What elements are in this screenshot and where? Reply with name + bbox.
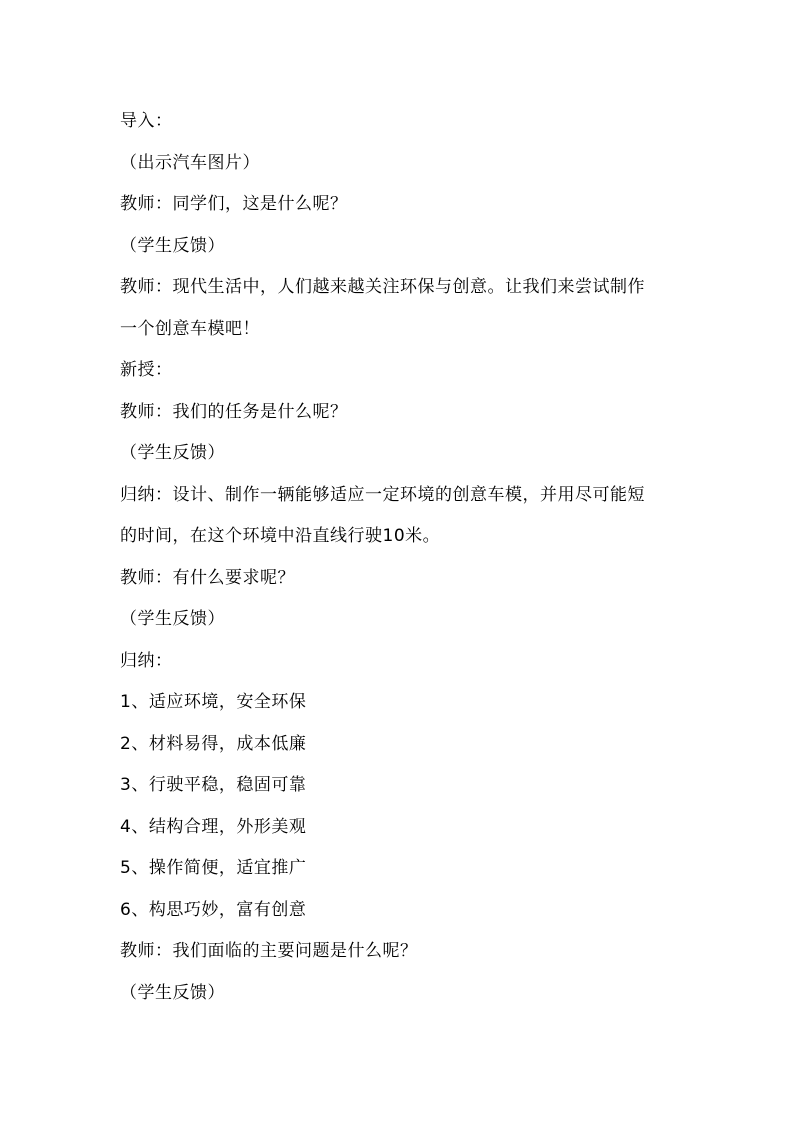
student-feedback: （学生反馈）	[120, 235, 225, 256]
requirement-item: 3、行驶平稳，稳固可靠	[120, 775, 307, 795]
requirement-item: 2、材料易得，成本低廉	[120, 733, 307, 754]
teacher-line: 教师：我们面临的主要问题是什么呢？	[120, 941, 418, 961]
summary-line: 归纳：设计、制作一辆能够适应一定环境的创意车模，并用尽可能短	[120, 484, 645, 505]
student-feedback: （学生反馈）	[120, 982, 225, 1003]
section-heading-intro: 导入：	[120, 111, 173, 131]
requirement-item: 5、操作简便，适宜推广	[120, 858, 307, 878]
stage-direction: （出示汽车图片）	[120, 152, 260, 173]
student-feedback: （学生反馈）	[120, 609, 225, 629]
requirement-item: 1、适应环境，安全环保	[120, 692, 307, 712]
teacher-line-continued: 一个创意车模吧！	[120, 318, 260, 339]
summary-heading: 归纳：	[120, 650, 173, 671]
summary-line-continued: 的时间，在这个环境中沿直线行驶10米。	[120, 526, 441, 546]
student-feedback: （学生反馈）	[120, 443, 225, 463]
requirement-item: 4、结构合理，外形美观	[120, 816, 307, 837]
document-body	[120, 101, 690, 1014]
teacher-line: 教师：同学们，这是什么呢？	[120, 194, 348, 214]
teacher-line: 教师：我们的任务是什么呢？	[120, 401, 348, 422]
teacher-line: 教师：现代生活中，人们越来越关注环保与创意。让我们来尝试制作	[120, 277, 645, 297]
section-heading-new-lesson: 新授：	[120, 360, 173, 380]
requirement-item: 6、构思巧妙，富有创意	[120, 899, 307, 920]
teacher-line: 教师：有什么要求呢？	[120, 567, 295, 588]
